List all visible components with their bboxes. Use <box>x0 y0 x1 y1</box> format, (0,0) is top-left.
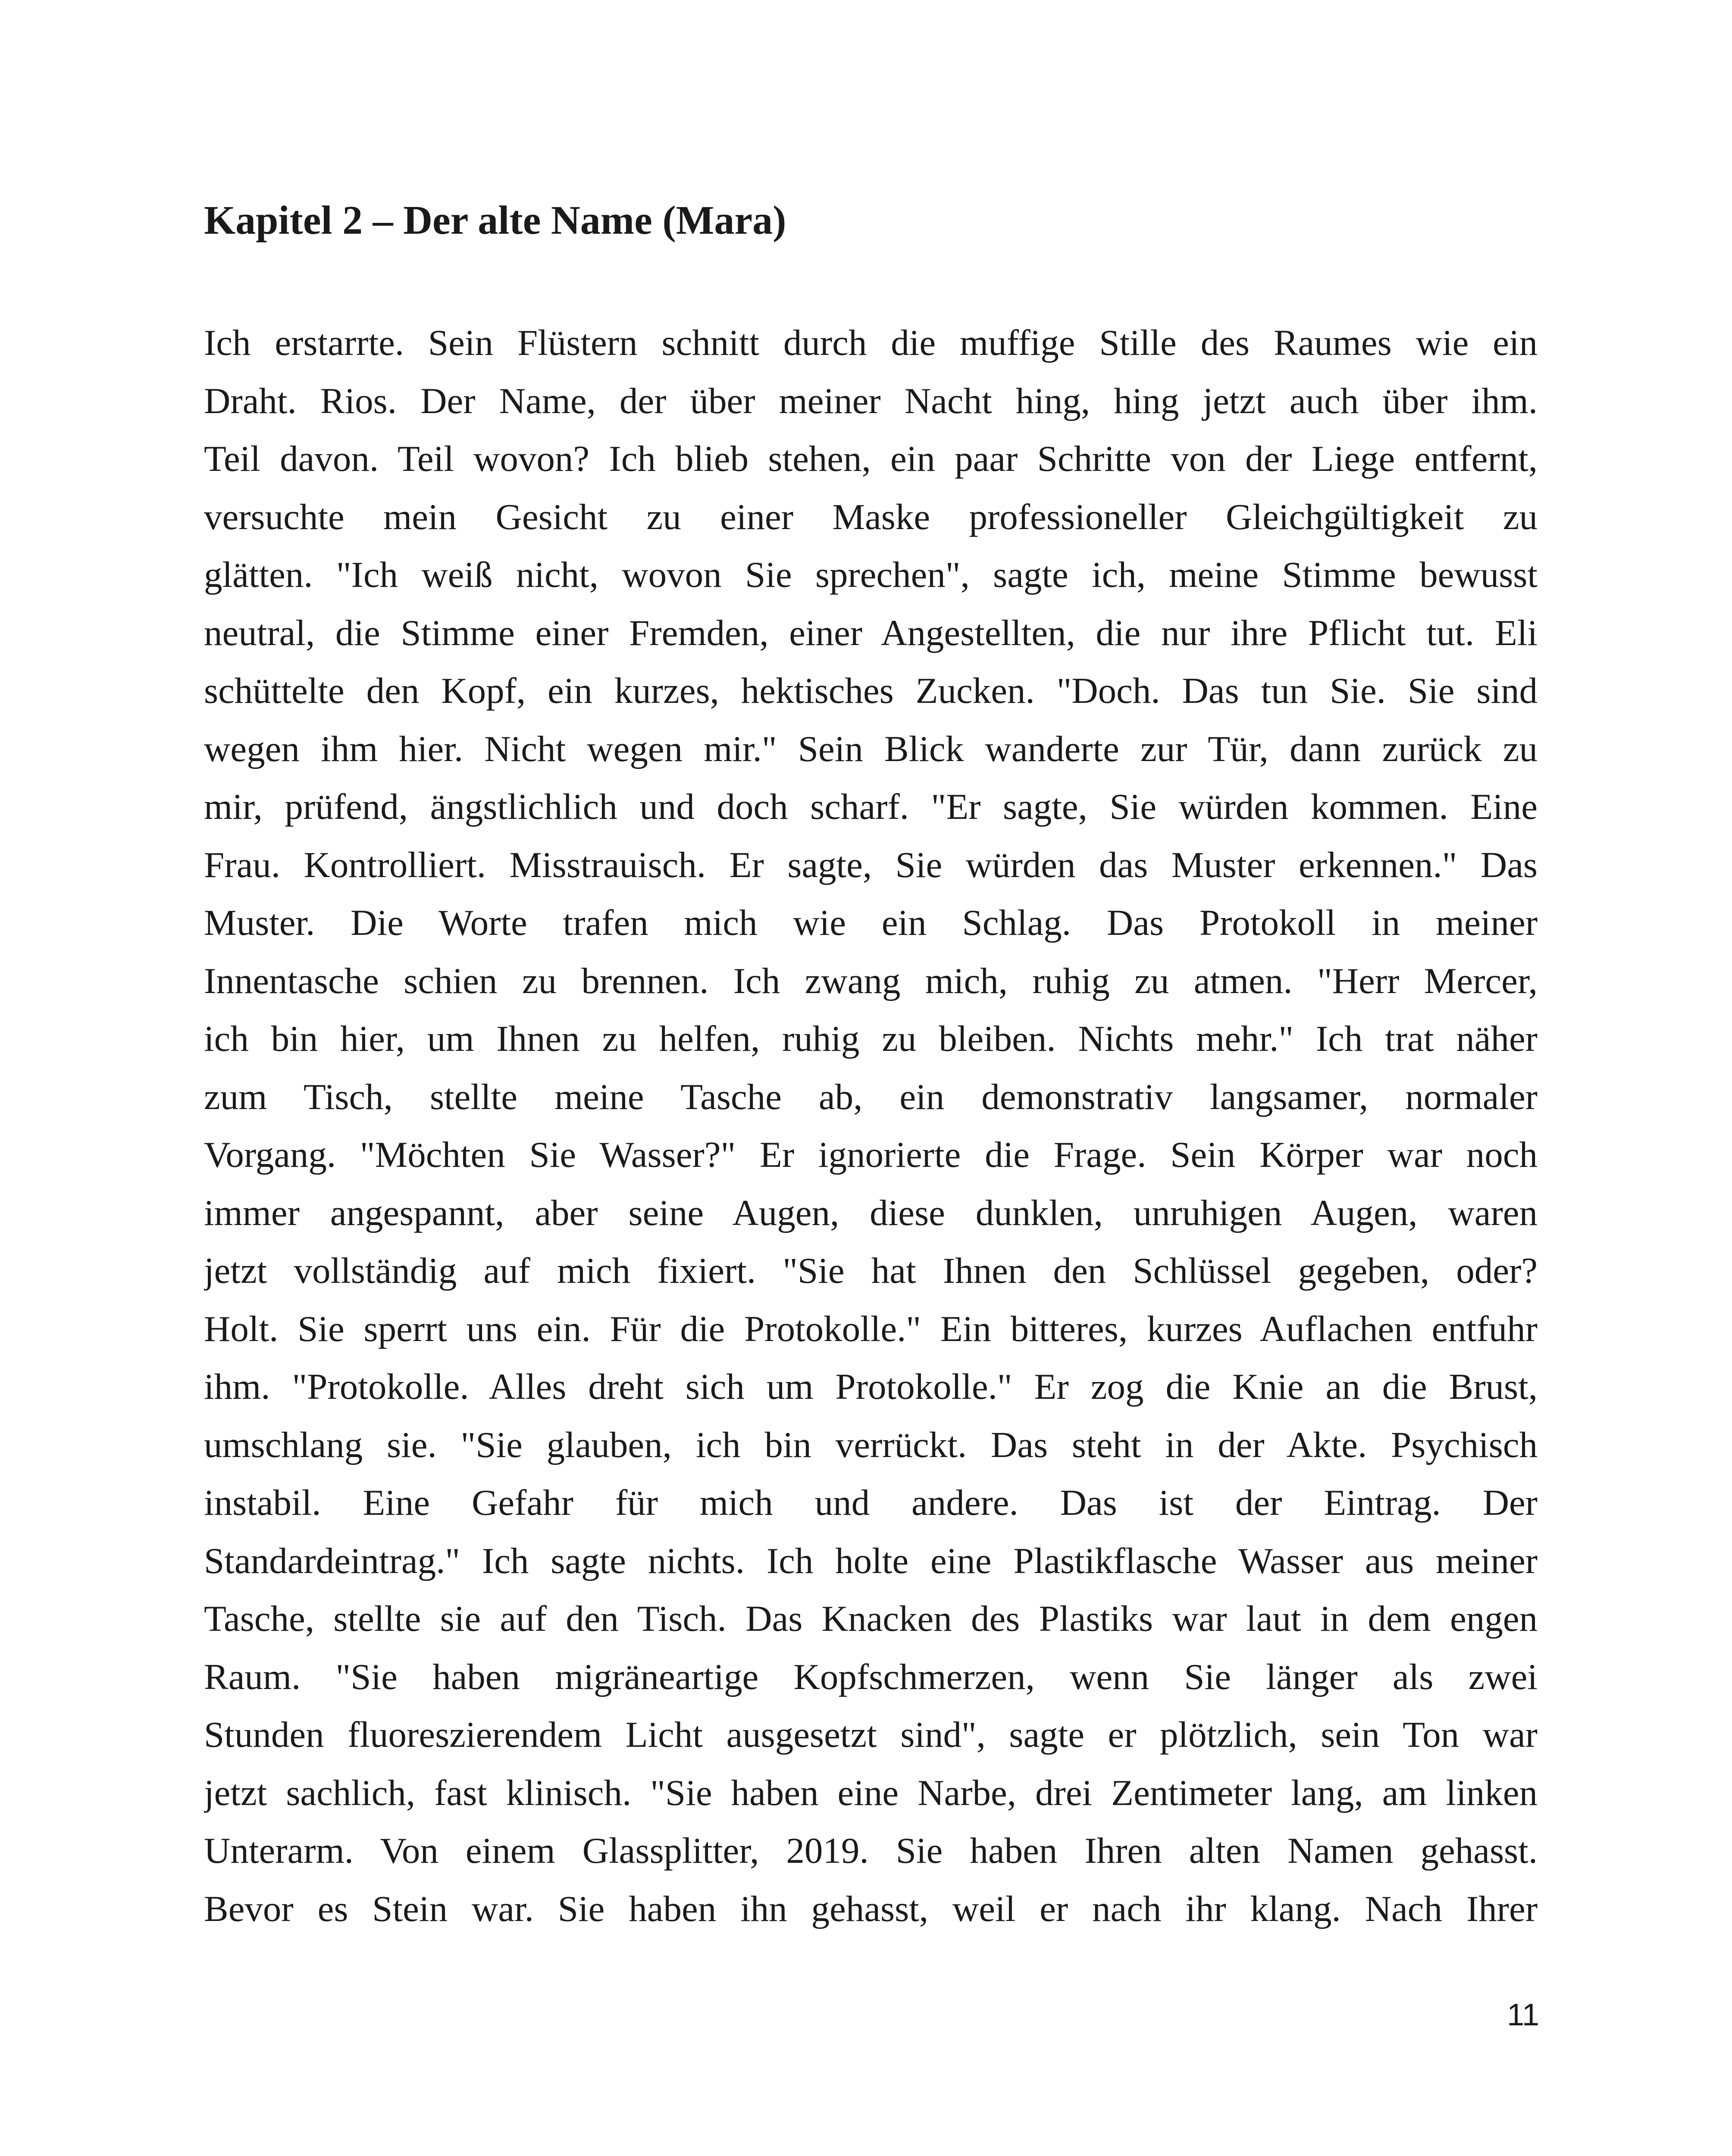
text-line: zum Tisch, stellte meine Tasche ab, ein demonstrativ langsamer, normaler <box>204 1076 1538 1117</box>
text-line: jetzt sachlich, fast klinisch. "Sie haben eine Narbe, drei Zentimeter lang, am linken <box>204 1772 1538 1813</box>
text-line: versuchte mein Gesicht zu einer Maske professioneller Gleichgültigkeit zu <box>204 496 1538 537</box>
text-line: Muster. Die Worte trafen mich wie ein Schlag. Das Protokoll in meiner <box>204 903 1538 943</box>
chapter-title: Kapitel 2 – Der alte Name (Mara) <box>204 198 786 243</box>
text-line: ihm. "Protokolle. Alles dreht sich um Protokolle." Er zog die Knie an die Brust, <box>204 1366 1538 1407</box>
text-line: umschlang sie. "Sie glauben, ich bin verrückt. Das steht in der Akte. Psychisch <box>204 1424 1538 1465</box>
text-line: Draht. Rios. Der Name, der über meiner Nacht hing, hing jetzt auch über ihm. <box>204 380 1538 421</box>
page-number: 11 <box>1507 1998 1539 2032</box>
text-line: Standardeintrag." Ich sagte nichts. Ich holte eine Plastikflasche Wasser aus meiner <box>204 1540 1538 1581</box>
text-line: schüttelte den Kopf, ein kurzes, hektisches Zucken. "Doch. Das tun Sie. Sie sind <box>204 671 1538 711</box>
text-line: Tasche, stellte sie auf den Tisch. Das Knacken des Plastiks war laut in dem engen <box>204 1598 1538 1639</box>
text-line: Bevor es Stein war. Sie haben ihn gehasst, weil er nach ihr klang. Nach Ihrer <box>204 1888 1538 1929</box>
text-line: Ich erstarrte. Sein Flüstern schnitt durch die muffige Stille des Raumes wie ein <box>204 323 1538 363</box>
text-line: Raum. "Sie haben migräneartige Kopfschmerzen, wenn Sie länger als zwei <box>204 1656 1538 1697</box>
text-line: neutral, die Stimme einer Fremden, einer Angestellten, die nur ihre Pflicht tut. Eli <box>204 612 1538 653</box>
text-line: Innentasche schien zu brennen. Ich zwang mich, ruhig zu atmen. "Herr Mercer, <box>204 960 1538 1001</box>
body-paragraph <box>204 314 1538 1952</box>
text-line: glätten. "Ich weiß nicht, wovon Sie sprechen", sagte ich, meine Stimme bewusst <box>204 555 1538 595</box>
text-line: Stunden fluoreszierendem Licht ausgesetzt sind", sagte er plötzlich, sein Ton war <box>204 1714 1538 1755</box>
text-line: jetzt vollständig auf mich fixiert. "Sie hat Ihnen den Schlüssel gegeben, oder? <box>204 1250 1538 1291</box>
text-line: immer angespannt, aber seine Augen, diese dunklen, unruhigen Augen, waren <box>204 1192 1538 1233</box>
text-line: ich bin hier, um Ihnen zu helfen, ruhig zu bleiben. Nichts mehr." Ich trat näher <box>204 1018 1538 1059</box>
text-line: wegen ihm hier. Nicht wegen mir." Sein Blick wanderte zur Tür, dann zurück zu <box>204 728 1538 769</box>
text-line: Unterarm. Von einem Glassplitter, 2019. Sie haben Ihren alten Namen gehasst. <box>204 1830 1538 1871</box>
text-line: Teil davon. Teil wovon? Ich blieb stehen, ein paar Schritte von der Liege entfernt, <box>204 439 1538 479</box>
text-line: Vorgang. "Möchten Sie Wasser?" Er ignorierte die Frage. Sein Körper war noch <box>204 1134 1538 1175</box>
text-line: Holt. Sie sperrt uns ein. Für die Protokolle." Ein bitteres, kurzes Auflachen entfuhr <box>204 1308 1538 1349</box>
text-line: instabil. Eine Gefahr für mich und andere. Das ist der Eintrag. Der <box>204 1482 1538 1523</box>
text-line: Frau. Kontrolliert. Misstrauisch. Er sagte, Sie würden das Muster erkennen." Das <box>204 844 1538 885</box>
text-line: mir, prüfend, ängstlichlich und doch scharf. "Er sagte, Sie würden kommen. Eine <box>204 787 1538 827</box>
